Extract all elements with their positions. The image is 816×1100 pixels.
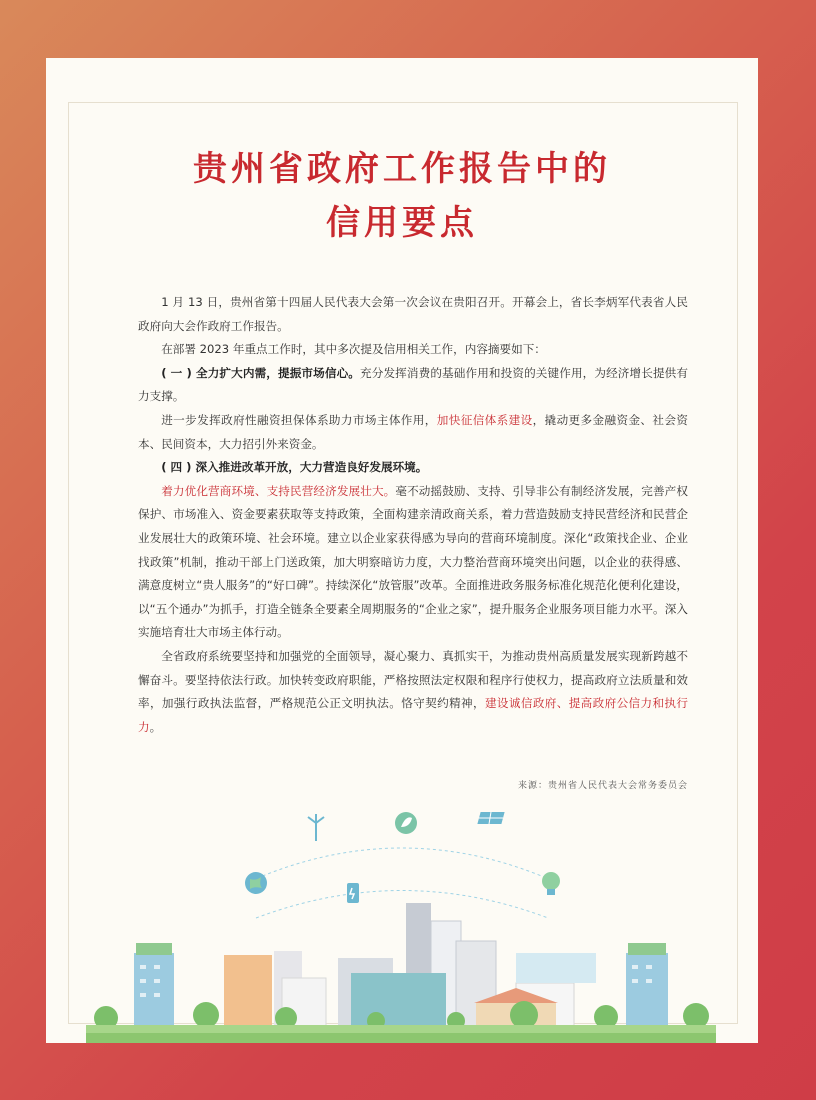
leaf-icon	[395, 812, 417, 834]
highlight-credit-system: 加快征信体系建设	[436, 412, 533, 427]
paragraph-6	[138, 480, 688, 645]
section-heading-1: ( 一 ) 全力扩大内需，提振市场信心。	[161, 365, 361, 380]
charging-station-icon	[347, 883, 359, 903]
globe-icon	[245, 872, 267, 894]
paragraph-6-text: 毫不动摇鼓励、支持、引导非公有制经济发展，完善产权保护、市场准入、资金要素获取等支持政策，全面构建亲清政商关系，着力营造鼓励支持民营经济和民营企业发展壮大的政策环境、社会环境。建立以企业家获得感为导向的营商环境制度。深化“政策找企业、企业找政策”机制，推动干部上门送政策，加大明察暗访力度，大力整治营商环境突出问题，以企业的获得感、满意度树立“贵人服务”的“好口碑”。持续深化“放管服”改革。全面推进政务服务标准化规范化便利化建设，以“五个通办”为抓手，打造全链条全要素全周期服务的“企业之家”，提升服务企业服务项目能力水平。深入实施培育壮大市场主体行动。	[138, 483, 688, 640]
paragraph-1: 1 月 13 日，贵州省第十四届人民代表大会第一次会议在贵阳召开。开幕会上，省长李炳军代表省人民政府向大会作政府工作报告。	[138, 295, 688, 333]
highlight-business-environment: 着力优化营商环境、支持民营经济发展壮大。	[161, 483, 396, 498]
section-heading-4: ( 四 ) 深入推进改革开放，大力营造良好发展环境。	[161, 460, 428, 475]
paragraph-7-text: 全省政府系统要坚持和加强党的全面领导，凝心聚力、真抓实干，为推动贵州高质量发展实现新跨越不懈奋斗。要坚持依法行政。加快转变政府职能，严格按照法定权限和程序行使权力，提高政府立法质量和效率，加强行政执法监督，严格规范公正文明执法。恪守契约精神，	[138, 648, 688, 711]
paragraph-4-before: 进一步发挥政府性融资担保体系助力市场主体作用，	[161, 412, 437, 427]
wind-turbine-icon	[308, 814, 324, 841]
paragraph-2: 在部署 2023 年重点工作时，其中多次提及信用相关工作，内容摘要如下：	[161, 342, 546, 357]
paragraph-7-end: 。	[149, 719, 162, 734]
paragraph-3-text: 充分发挥消费的基础作用和投资的关键作用，为经济增长提供有力支撑。	[138, 365, 688, 404]
solar-panel-icon	[477, 812, 504, 824]
document-sheet	[46, 58, 758, 1043]
highlight-integrity-government: 建设诚信政府、提高政府公信力和执行力	[138, 696, 688, 734]
article-body	[138, 291, 688, 739]
source-credit: 来源：贵州省人民代表大会常务委员会	[517, 781, 688, 791]
paragraph-4-after: ，撬动更多金融资金、社会资本、民间资本，大力招引外来资金。	[138, 412, 688, 451]
paragraph-5	[138, 456, 688, 480]
paragraph-4	[138, 409, 688, 456]
paragraph-3	[138, 362, 688, 409]
light-bulb-icon	[542, 872, 560, 895]
paragraph-7	[138, 645, 688, 739]
city-illustration	[46, 803, 758, 1043]
title-line-1: 贵州省政府工作报告中的	[193, 149, 611, 189]
page-title	[46, 142, 758, 250]
title-line-2: 信用要点	[326, 203, 478, 243]
